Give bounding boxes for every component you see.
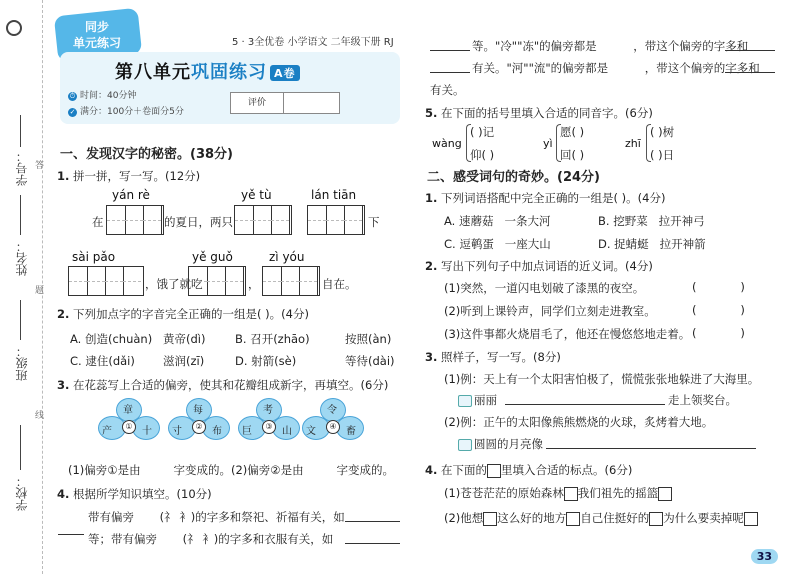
flower-1: 章 产 十 ①	[96, 398, 160, 450]
cut-mark: 线	[33, 410, 43, 419]
page-title: 第八单元巩固练习 A卷	[115, 58, 300, 84]
option-c-2: 滋润(zī)	[163, 354, 205, 368]
punct-box[interactable]	[566, 512, 580, 526]
option-a[interactable]: A. 速蘑菇 一条大河	[444, 214, 551, 228]
flower-3: 考 巨 山 ③	[236, 398, 300, 450]
pinyin-yanre: yán rè	[112, 188, 150, 202]
name-label: 姓名：	[15, 240, 29, 276]
brace	[556, 124, 561, 162]
option-d[interactable]: D. 射箭(sè)	[235, 354, 297, 368]
writing-grid[interactable]	[307, 205, 365, 235]
q7-item-2: (2)听到上课铃声，同学们立刻走进教室。	[444, 304, 656, 318]
brace	[646, 124, 651, 162]
question-1: 1. 拼一拼，写一写。(12分)	[57, 169, 201, 183]
blank-line[interactable]	[725, 72, 775, 73]
section-2-title: 二、感受词句的奇妙。(24分)	[427, 170, 600, 185]
blank-line[interactable]	[58, 534, 84, 535]
binding-strip	[0, 0, 43, 574]
q8-answer-1-suffix: 走上领奖台。	[668, 393, 737, 407]
student-id-label: 学号：	[15, 150, 29, 186]
name-line	[20, 195, 21, 235]
q1-text: 自在。	[322, 277, 357, 291]
question-7: 2. 写出下列句子中加点词语的近义词。(4分)	[425, 259, 653, 273]
pinyin-saipao: sài pǎo	[72, 250, 116, 264]
q7-blank-1[interactable]: ( )	[692, 280, 745, 294]
q1-text: 的夏日，两只	[164, 215, 233, 229]
cont-line-1[interactable]: 等。"冷""冻"的偏旁都是 ，带这个偏旁的字多和	[472, 39, 749, 53]
class-line	[20, 300, 21, 340]
punct-box[interactable]	[744, 512, 758, 526]
option-b[interactable]: B. 召开(zhāo)	[235, 332, 310, 346]
q8-example-1: (1)例：天上有一个太阳害怕极了，慌慌张张地躲进了大海里。	[444, 372, 760, 386]
punct-box[interactable]	[649, 512, 663, 526]
q5-blank[interactable]: ( )树	[650, 125, 675, 139]
pencil-icon	[458, 395, 472, 407]
pinyin-yetu: yě tù	[241, 188, 272, 202]
writing-grid[interactable]	[234, 205, 292, 235]
section-1-title: 一、发现汉字的秘密。(38分)	[60, 147, 233, 162]
blank-line[interactable]	[345, 543, 400, 544]
question-4: 4. 根据所学知识填空。(10分)	[57, 487, 212, 501]
q7-item-1: (1)突然，一道闪电划破了漆黑的夜空。	[444, 281, 645, 295]
flower-2: 每 寸 布 ②	[166, 398, 230, 450]
school-label: 学校：	[15, 475, 29, 511]
class-label: 班级：	[15, 345, 29, 381]
writing-grid[interactable]	[68, 266, 144, 296]
cont-line-2[interactable]: 有关。"河""流"的偏旁都是 ，带这个偏旁的字多和	[472, 61, 760, 75]
binding-hole	[6, 20, 22, 36]
blank-line[interactable]	[345, 521, 400, 522]
cut-mark: 题	[33, 285, 43, 294]
option-c[interactable]: C. 逮住(dǎi)	[70, 354, 135, 368]
blank-line[interactable]	[725, 50, 775, 51]
q5-blank[interactable]: 愿( )	[560, 125, 585, 139]
id-line	[20, 115, 21, 147]
q4-line-2[interactable]: 等；带有偏旁 (礻 衤)的字多和衣服有关，如	[88, 532, 334, 546]
q8-answer-2: 圆圆的月亮像	[458, 436, 543, 452]
q1-text: ，	[248, 277, 260, 291]
writing-grid[interactable]	[106, 205, 164, 235]
punct-box[interactable]	[564, 487, 578, 501]
check-icon: ✓	[69, 108, 76, 116]
option-c[interactable]: C. 逗鹌蛋 一座大山	[444, 237, 551, 251]
pinyin-lantian: lán tiān	[311, 188, 357, 202]
question-9: 4. 在下面的 里填入合适的标点。(6分)	[425, 463, 633, 477]
score-info: ✓ 满分：100分＋卷面分5分	[69, 107, 184, 117]
q7-item-3: (3)这件事都火烧眉毛了，他还在慢悠悠地走着。	[444, 327, 691, 341]
question-3: 3. 在花蕊写上合适的偏旁，使其和花瓣组成新字，再填空。(6分)	[57, 378, 389, 392]
punct-box[interactable]	[483, 512, 497, 526]
brace	[466, 124, 471, 162]
option-b[interactable]: B. 挖野菜 拉开神弓	[598, 214, 705, 228]
q7-blank-2[interactable]: ( )	[692, 303, 745, 317]
pinyin-ziyou: zì yóu	[269, 250, 305, 264]
school-line	[20, 425, 21, 470]
blank-line[interactable]	[546, 448, 756, 449]
page-number: 33	[751, 549, 778, 564]
q4-line-1[interactable]: 带有偏旁 (礻 衤)的字多和祭祀、祈福有关，如	[88, 510, 345, 524]
rating-box[interactable]: 评价	[230, 92, 340, 114]
q1-text: 在	[92, 215, 104, 229]
option-d[interactable]: D. 捉蜻蜓 拉开神箭	[598, 237, 706, 251]
option-a[interactable]: A. 创造(chuàn)	[70, 332, 153, 346]
q5-pinyin: zhī	[625, 137, 641, 150]
box-icon	[487, 464, 501, 478]
q5-pinyin: wàng	[432, 137, 462, 150]
blank-line[interactable]	[430, 50, 470, 51]
pencil-icon	[458, 439, 472, 451]
q8-example-2: (2)例：正午的太阳像熊熊燃烧的火球，炙烤着大地。	[444, 415, 714, 429]
q8-answer-1: 丽丽	[458, 392, 497, 408]
clock-icon: ⏱	[69, 92, 76, 100]
q5-blank[interactable]: ( )记	[470, 125, 495, 139]
q7-blank-3[interactable]: ( )	[692, 326, 745, 340]
writing-grid[interactable]	[262, 266, 320, 296]
q9-line-1: (1)苍苍茫茫的原始森林 我们祖先的摇篮	[444, 485, 672, 501]
writing-grid[interactable]	[188, 266, 246, 296]
q9-line-2: (2)他想 这么好的地方 自己住挺好的 为什么要卖掉呢	[444, 510, 758, 526]
question-6: 1. 下列词语搭配中完全正确的一组是( )。(4分)	[425, 191, 666, 205]
q1-text: 下	[368, 215, 380, 229]
q5-blank[interactable]: 仰( )	[470, 148, 495, 162]
q5-pinyin: yì	[543, 137, 553, 150]
q5-blank[interactable]: ( )日	[650, 148, 675, 162]
option-d-2: 等待(dài)	[345, 354, 395, 368]
option-b-2: 按照(àn)	[345, 332, 392, 346]
blank-line[interactable]	[430, 72, 470, 73]
publisher-line: 5 · 3全优卷 小学语文 二年级下册 RJ	[232, 37, 394, 48]
q5-blank[interactable]: 回( )	[560, 148, 585, 162]
time-info: ⏱ 时间：40分钟	[69, 91, 137, 101]
flower-4: 令 文 畜 ④	[300, 398, 364, 450]
sync-badge: 同步 单元练习	[48, 6, 146, 62]
blank-line[interactable]	[505, 404, 665, 405]
question-5: 5. 在下面的括号里填入合适的同音字。(6分)	[425, 106, 653, 120]
cont-line-3: 有关。	[430, 83, 465, 97]
question-2: 2. 下列加点字的字音完全正确的一组是( )。(4分)	[57, 307, 309, 321]
punct-box[interactable]	[658, 487, 672, 501]
option-a-2: 黄帝(dì)	[163, 332, 206, 346]
q1-text: ，饿了就吃	[145, 277, 203, 291]
question-8: 3. 照样子，写一写。(8分)	[425, 350, 561, 364]
q3-fill[interactable]: (1)偏旁①是由 字变成的。(2)偏旁②是由 字变成的。	[68, 463, 394, 477]
cut-mark: 答	[33, 160, 43, 169]
pinyin-yeguo: yě guǒ	[192, 250, 233, 264]
